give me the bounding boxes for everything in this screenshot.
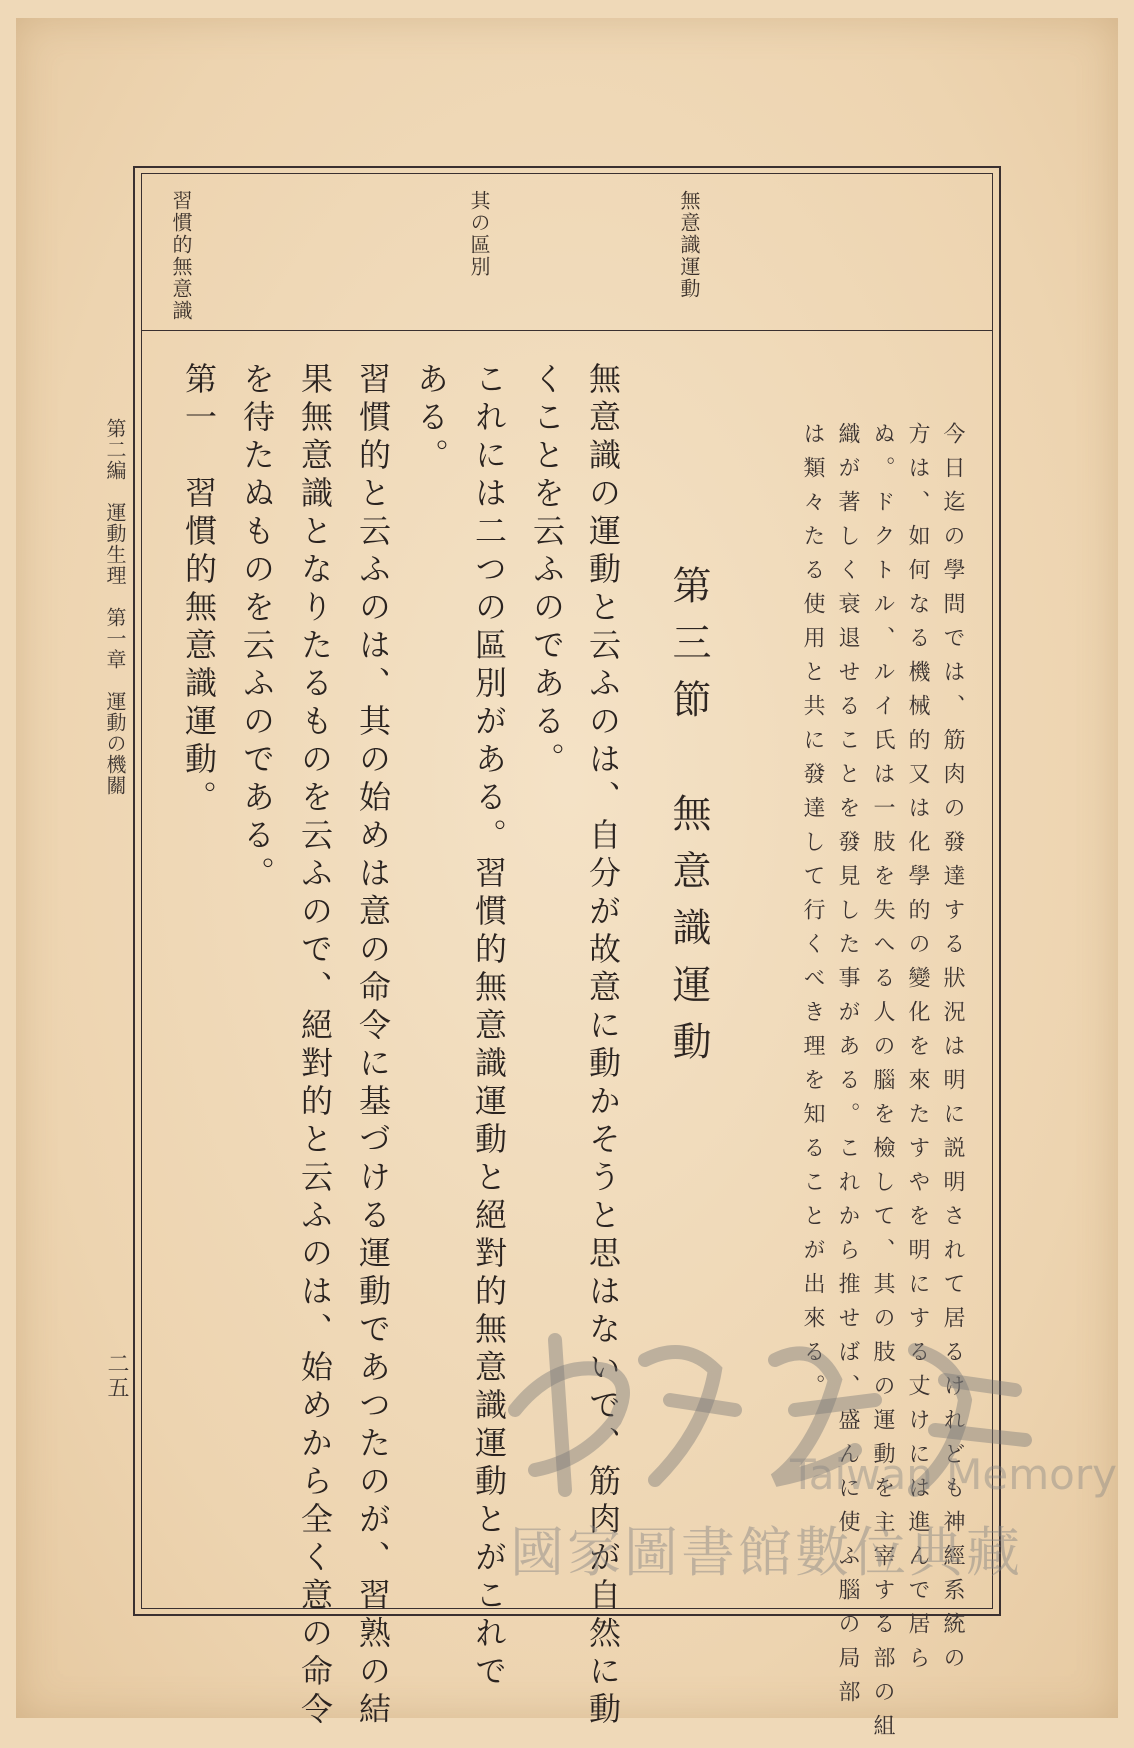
body-line: 第一 習慣的無意識運動。 [180, 362, 218, 818]
small-text-line: は類々たる使用と共に發達して行くべき理を知ることが出來る。 [800, 422, 825, 1408]
body-line: 無意識の運動と云ふのは、自分が故意に動かそうと思はないで、筋肉が自然に動 [584, 362, 622, 1730]
margin-note-unconscious: 無意識運動 [677, 190, 701, 300]
margin-note-habitual: 習慣的無意識 [169, 190, 193, 322]
body-line: を待たぬものを云ふのである。 [238, 362, 276, 894]
small-text-line: 織が著しく衰退せることを發見した事がある。これから推せば、盛んに使ふ腦の局部 [835, 422, 860, 1714]
running-head: 第二編 運動生理 第一章 運動の機關 [103, 418, 127, 796]
body-line: 果無意識となりたるものを云ふので、絕對的と云ふのは、始めから全く意の命令 [296, 362, 334, 1730]
body-line: 習慣的と云ふのは、其の始めは意の命令に基づける運動であつたのが、習熟の結 [354, 362, 392, 1730]
watermark-chinese: 國家圖書館數位典藏 [510, 1521, 1023, 1584]
body-line: これには二つの區別がある。習慣的無意識運動と絕對的無意識運動とがこれで [470, 362, 508, 1692]
margin-note-distinction: 其の區別 [467, 190, 491, 278]
margin-rule [142, 330, 992, 331]
watermark-english: Taiwan Memory [790, 1450, 1117, 1499]
page-number: 二五 [104, 1352, 129, 1400]
body-line: くことを云ふのである。 [528, 362, 566, 780]
small-text-line: 方は、如何なる機械的又は化學的の變化を來たすやを明にする丈けには進んで居ら [905, 422, 930, 1680]
section-heading: 第三節 無意識運動 [666, 565, 711, 1078]
body-line: ある。 [412, 362, 450, 476]
small-text-line: 今日迄の學問では、筋肉の發達する狀況は明に説明されて居るけれども神經系統の [940, 422, 965, 1680]
small-text-line: ぬ。ドクトル、ルイ氏は一肢を失へる人の腦を檢して、其の肢の運動を主宰する部の組 [870, 422, 895, 1748]
